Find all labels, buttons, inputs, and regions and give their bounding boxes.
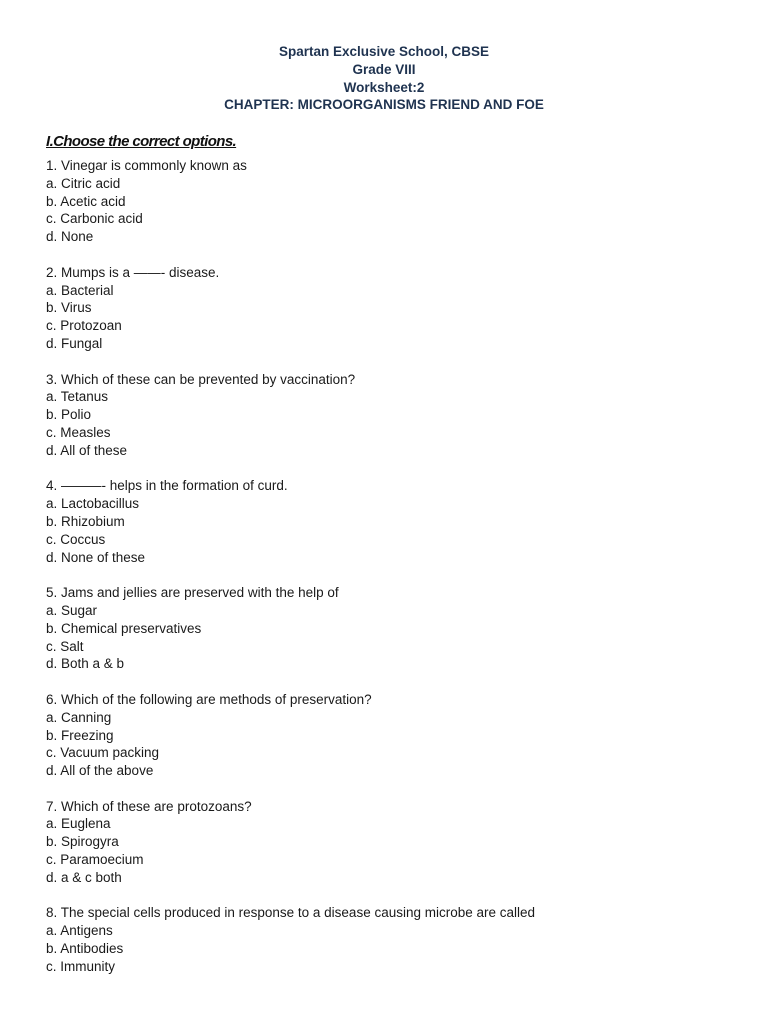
option-c: c. Salt xyxy=(46,638,84,654)
option-b: b. Freezing xyxy=(46,727,114,743)
worksheet-header xyxy=(0,43,768,114)
option-b: b. Spirogyra xyxy=(46,834,119,850)
grade-label: Grade VIII xyxy=(352,61,416,77)
question-text: 8. The special cells produced in response to a disease causing microbe are called xyxy=(46,905,536,921)
option-a: a. Antigens xyxy=(46,923,113,939)
question-text: 6. Which of the following are methods of preservation? xyxy=(46,691,372,707)
question-list xyxy=(46,157,746,993)
question-1 xyxy=(46,157,746,246)
question-text: 1. Vinegar is commonly known as xyxy=(46,158,247,173)
option-c: c. Paramoecium xyxy=(46,852,144,868)
worksheet-label: Worksheet:2 xyxy=(343,79,425,95)
option-b: b. Antibodies xyxy=(46,941,124,957)
option-d: d. Fungal xyxy=(46,335,103,351)
option-c: c. Measles xyxy=(46,424,111,440)
option-b: b. Virus xyxy=(46,300,92,316)
question-2 xyxy=(46,264,746,353)
option-c: c. Immunity xyxy=(46,958,116,974)
option-c: c. Vacuum packing xyxy=(46,745,160,761)
question-text: 7. Which of these are protozoans? xyxy=(46,798,252,814)
option-b: b. Chemical preservatives xyxy=(46,620,202,636)
option-a: a. Euglena xyxy=(46,816,111,832)
school-name: Spartan Exclusive School, CBSE xyxy=(278,44,490,59)
option-d: d. All of these xyxy=(46,442,128,458)
option-a: a. Tetanus xyxy=(46,389,109,405)
question-3 xyxy=(46,371,746,460)
option-b: b. Polio xyxy=(46,407,92,423)
option-c: c. Carbonic acid xyxy=(46,211,143,227)
question-5 xyxy=(46,584,746,673)
section-title: I.Choose the correct options. xyxy=(46,133,237,150)
option-c: c. Coccus xyxy=(46,531,106,547)
option-a: a. Lactobacillus xyxy=(46,496,140,512)
option-b: b. Acetic acid xyxy=(46,193,126,209)
option-d: d. Both a & b xyxy=(46,656,125,672)
option-b: b. Rhizobium xyxy=(46,513,125,529)
question-text: 4. ———- helps in the formation of curd. xyxy=(46,478,288,494)
option-d: d. None xyxy=(46,229,94,245)
option-a: a. Bacterial xyxy=(46,282,114,298)
option-a: a. Sugar xyxy=(46,602,98,618)
option-a: a. Canning xyxy=(46,709,112,725)
question-7 xyxy=(46,798,746,887)
question-6 xyxy=(46,691,746,780)
option-d: d. None of these xyxy=(46,549,146,565)
question-4 xyxy=(46,477,746,566)
option-d: d. a & c both xyxy=(46,869,122,885)
question-text: 3. Which of these can be prevented by vaccination? xyxy=(46,371,356,387)
question-8 xyxy=(46,904,746,975)
option-c: c. Protozoan xyxy=(46,318,122,334)
question-text: 2. Mumps is a ——- disease. xyxy=(46,264,220,280)
question-text: 5. Jams and jellies are preserved with the help of xyxy=(46,585,339,601)
chapter-title: CHAPTER: MICROORGANISMS FRIEND AND FOE xyxy=(224,97,544,113)
option-d: d. All of the above xyxy=(46,763,154,779)
option-a: a. Citric acid xyxy=(46,175,121,191)
